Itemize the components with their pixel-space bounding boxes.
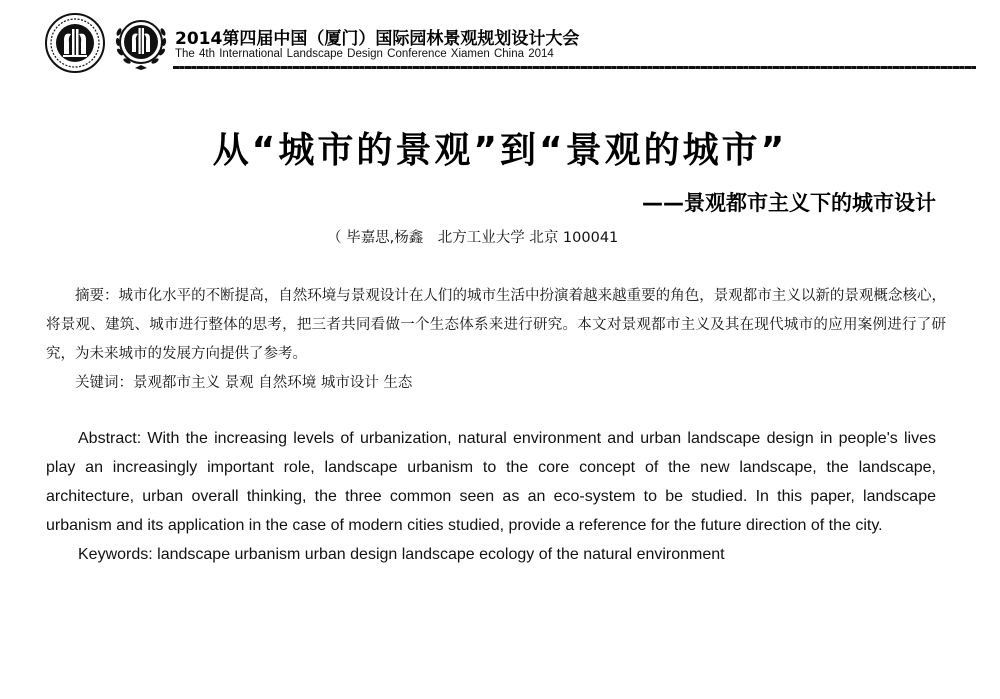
paper-title: 从“城市的景观”到“景观的城市” xyxy=(212,130,788,171)
paper-subtitle: ——景观都市主义下的城市设计 xyxy=(642,191,936,215)
conference-emblem-icon xyxy=(44,12,106,74)
abstract-english xyxy=(46,424,936,569)
conference-emblem-wreath-icon xyxy=(110,12,172,74)
keywords-en: Keywords: landscape urbanism urban design landscape ecology of the natural environment xyxy=(78,546,725,563)
paper-authors: （ 毕嘉思,杨鑫 北方工业大学 北京 100041 xyxy=(327,230,619,246)
conference-header xyxy=(40,12,960,72)
abstract-chinese xyxy=(46,282,946,398)
header-divider xyxy=(173,66,976,69)
conference-title-en: The 4th International Landscape Design Conference Xiamen China 2014 xyxy=(175,48,554,60)
abstract-cn-text: 摘要：城市化水平的不断提高，自然环境与景观设计在人们的城市生活中扮演着越来越重要的角色，景观都市主义以新的景观概念核心，将景观、建筑、城市进行整体的思考，把三者共同看做一个生态体系来进行研究。本文对景观都市主义及其在现代城市的应用案例进行了研究，为未来城市的发展方向提供了参考。 xyxy=(46,288,946,362)
keywords-cn: 关键词：景观都市主义 景观 自然环境 城市设计 生态 xyxy=(75,375,413,391)
abstract-en-text: Abstract: With the increasing levels of urbanization, natural environment and urban landscape design in people's lives play an increasingly important role, landscape urbanism to the core concept of the new landscape, the landscape, architecture, urban overall thinking, the three common seen as an eco-system to be studied. In this paper, landscape urbanism and its application in the case of modern cities studied, provide a reference for the future direction of the city. xyxy=(46,430,936,534)
conference-title-cn: 2014第四届中国（厦门）国际园林景观规划设计大会 xyxy=(175,29,580,49)
